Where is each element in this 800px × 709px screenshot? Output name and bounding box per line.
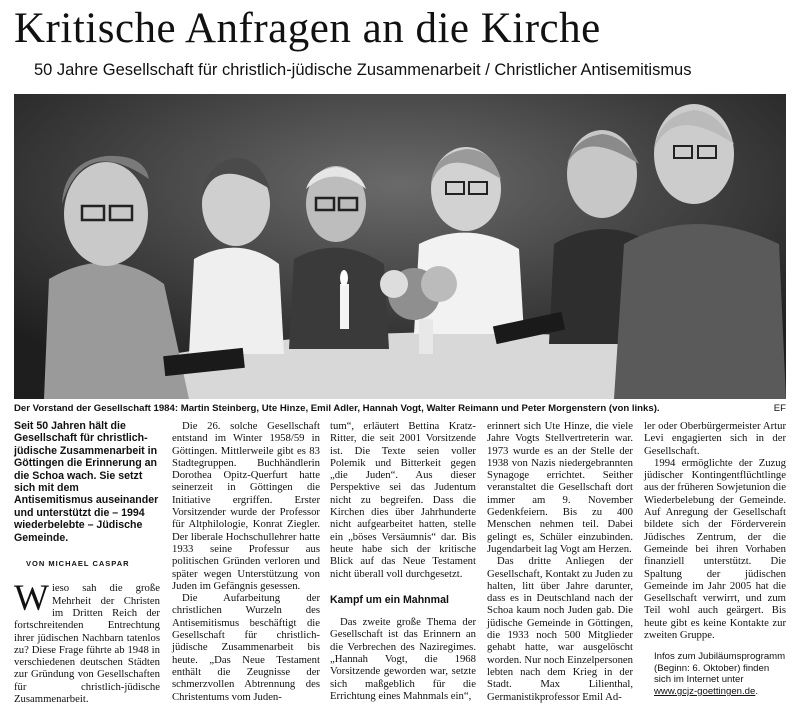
- column-1: [14, 420, 160, 705]
- info-box: [644, 651, 786, 697]
- byline: VON MICHAEL CASPAR: [26, 559, 130, 569]
- photo-credit: EF: [773, 403, 786, 414]
- body-paragraph: [14, 578, 160, 706]
- subheading: Kampf um ein Mahnmal: [330, 593, 449, 606]
- group-photo: [14, 94, 786, 399]
- body-paragraph: Das zweite große Thema der Gesellschaft ist das Erinnern an die Verbrechen des Naziregimes. „Hannah Vogt, die 1968 Vorsitzende geworden war, setzte sich maßgeblich für die Errichtung eines Mahnmals ein“,: [330, 616, 476, 702]
- body-paragraph: erinnert sich Ute Hinze, die viele Jahre Vogts Stellvertreterin war. 1973 wurde es an der Stelle der 1938 von Nazis niedergebrannten Synagoge errichtet. Seither veranstaltet die Gesellschaft dort immer am 9. November Gedenkfeiern. Bis zu 400 Menschen nehmen teil. Dabei gelingt es, Schüler einzubinden. Jugendarbeit lag Vogt am Herzen.: [487, 420, 633, 555]
- body-text: ieso sah die große Mehrheit der Christen im Dritten Reich der fortschreitenden Entrechtung ihrer jüdischen Nachbarn tatenlos zu? Diese Frage führte ab 1948 in verschiedenen deutschen Städten zur Gründung von Gesellschaften für christlich-jüdische Zusammenarbeit.: [14, 582, 160, 706]
- photo-caption: [14, 403, 786, 414]
- column-2: [172, 420, 320, 703]
- column-4: [487, 420, 633, 703]
- headline: Kritische Anfragen an die Kirche: [14, 5, 601, 52]
- body-paragraph: Die 26. solche Gesellschaft entstand im Winter 1958/59 in Göttingen. Mittlerweile gibt es 83 Stadtegruppen. Buchhändlerin Dorothea Opitz-Querfurt hatte seinerzeit in Göttingen die Initiative ergriffen. Erster Vorsitzender wurde der Professor für Altphilologie, Konrat Ziegler. Der liberale Hochschullehrer hatte 1933 seine Professur aus politischen Gründen verloren und später wegen Unterstützung von Juden im Gefängnis gesessen.: [172, 420, 320, 592]
- group-photo-illustration: [14, 94, 786, 399]
- lead-paragraph: Seit 50 Jahren hält die Gesellschaft für christlich-jüdische Zusammenarbeit in Göttingen die Erinnerung an die Schoa wach. Sie setzt sich mit dem Antisemitismus auseinander und unterstützt die – 1994 wiederbelebte – Jüdische Gemeinde.: [14, 420, 159, 544]
- body-paragraph: tum“, erläutert Bettina Kratz-Ritter, die seit 2001 Vorsitzende ist. Die Texte seien voller Polemik und Bitterkeit gegen „die Juden“. Aus dieser Perspektive sei das Judentum nicht zu begreifen. Dass die Kirchen dies über Jahrhunderte nicht aufgearbeitet hatten, stelle ein „böses Versäumnis“ dar. Bis heute habe sich der kritische Blick auf das Neue Testament nicht überall voll durchgesetzt.: [330, 420, 476, 580]
- caption-text: Der Vorstand der Gesellschaft 1984: Martin Steinberg, Ute Hinze, Emil Adler, Hannah Vogt, Walter Reimann und Peter Morgenstern (von links).: [14, 403, 660, 414]
- body-paragraph: ler oder Oberbürgermeister Artur Levi engagierten sich in der Gesellschaft.: [644, 420, 786, 457]
- body-paragraph: Das dritte Anliegen der Gesellschaft, Kontakt zu Juden zu halten, litt über Jahre darunter, dass es in Deutschland nach der Schoa kaum noch Juden gab. Die jüdische Gemeinde in Göttingen, die 1933 noch 500 Mitglieder gehabt hatte, war ausgelöscht worden. Nur noch Einzelpersonen lebten nach dem Krieg in der Stadt. Max Lilienthal, Germanistikprofessor Emil Ad-: [487, 555, 634, 703]
- body-paragraph: Die Aufarbeitung der christlichen Wurzeln des Antisemitismus beschäftigt die Gesellschaft für christlich-jüdische Zusammenarbeit bis heute. „Das Neue Testament enthält die Zeugnisse der schmerzvollen Abtrennung des Christentums vom Juden-: [172, 592, 320, 703]
- info-text: Infos zum Jubiläumsprogramm (Beginn: 6. Oktober) finden sich im Internet unter: [654, 651, 786, 686]
- drop-cap: W: [14, 578, 49, 620]
- column-5: [644, 420, 786, 697]
- body-paragraph: 1994 ermöglichte der Zuzug jüdischer Kontingentflüchtlinge aus der früheren Sowjetunion die Wiederbelebung der Gemeinde. Auf Anregung der Gesellschaft bildete sich der Förderverein Jüdisches Zentrum, der die Gemeinde bei ihren Vorhaben finanziell unterstützt. Die Spaltung der jüdischen Gemeinde im Jahr 2005 hat die Gesellschaft verwirrt, und zum Teil wohl auch geärgert. Bis heute gibt es keine Kontakte zur zweiten Gruppe.: [644, 456, 786, 642]
- info-end: .: [755, 685, 758, 697]
- column-3: [330, 420, 476, 702]
- website-link[interactable]: www.gcjz-goettingen.de: [654, 685, 756, 697]
- subheadline: 50 Jahre Gesellschaft für christlich-jüdische Zusammenarbeit / Christlicher Antisemitismus: [34, 61, 692, 79]
